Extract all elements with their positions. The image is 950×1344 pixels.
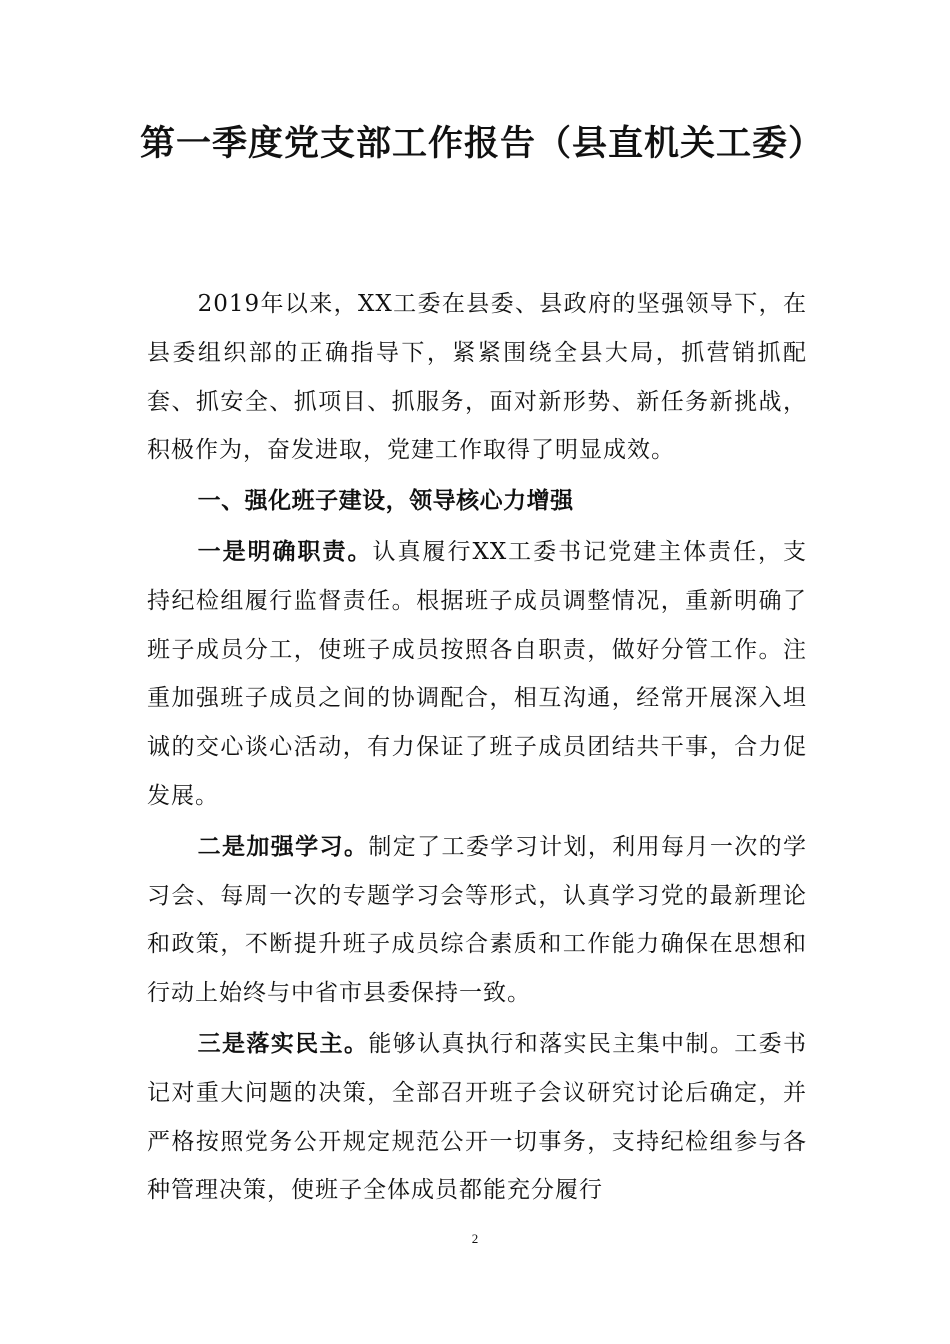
paragraph-lead: 三是落实民主。 (197, 1029, 369, 1057)
paragraph-lead: 二是加强学习。 (197, 832, 369, 860)
paragraph-text: 能够认真执行和落实民主集中制。工委书记对重大问题的决策，全部召开班子会议研究讨论后确定，并严格按照党务公开规定规范公开一切事务，支持纪检组参与各种管理决策，使班子全体成员都能充分履行 (147, 1030, 808, 1204)
body-paragraph (147, 823, 807, 1018)
paragraph-text: 认真履行XX工委书记党建主体责任，支持纪检组履行监督责任。根据班子成员调整情况，重新明确了班子成员分工，使班子成员按照各自职责，做好分管工作。注重加强班子成员之间的协调配合，相互沟通，经常开展深入坦诚的交心谈心活动，有力保证了班子成员团结共干事，合力促发展。 (147, 538, 808, 809)
page-number: 2 (471, 1231, 479, 1246)
document-title: 第一季度党支部工作报告（县直机关工委） (140, 123, 825, 164)
paragraph-lead: 一是明确职责。 (197, 537, 373, 565)
section-heading: 一、强化班子建设，领导核心力增强 (197, 488, 574, 515)
intro-paragraph: 2019年以来，XX工委在县委、县政府的坚强领导下，在县委组织部的正确指导下，紧紧围绕全县大局，抓营销抓配套、抓安全、抓项目、抓服务，面对新形势、新任务新挑战，积极作为，奋发进取，党建工作取得了明显成效。 (147, 291, 807, 464)
body-paragraph (147, 1020, 807, 1215)
document-body (147, 280, 807, 1217)
paragraph-text: 制定了工委学习计划，利用每月一次的学习会、每周一次的专题学习会等形式，认真学习党的最新理论和政策，不断提升班子成员综合素质和工作能力确保在思想和行动上始终与中省市县委保持一致。 (147, 833, 808, 1007)
body-paragraph (147, 528, 807, 821)
